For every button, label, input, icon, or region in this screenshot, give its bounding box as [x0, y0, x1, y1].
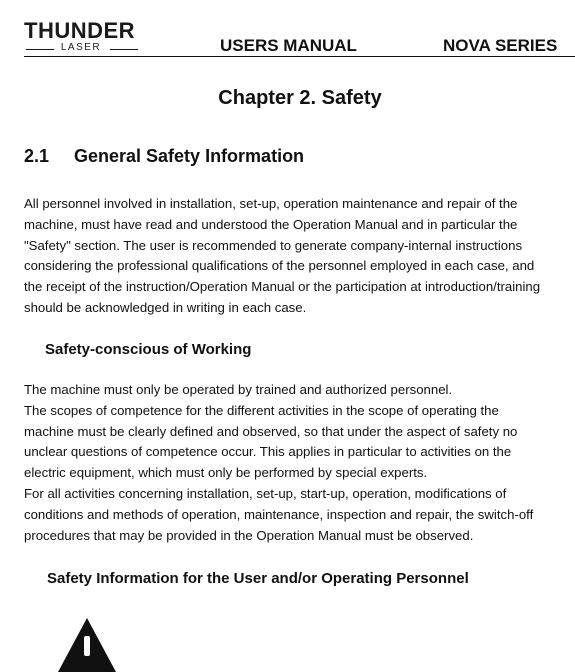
paragraph-line: unclear questions of competence occur. This applies in particular to activities on the: [24, 444, 512, 460]
paragraph-line: "Safety" section. The user is recommended to generate company-internal instructions: [24, 237, 523, 253]
thunder-laser-logo: [24, 20, 140, 54]
document-title: USERS MANUAL: [220, 36, 357, 55]
paragraph-line: All personnel involved in installation, set-up, operation maintenance and repair of the: [24, 196, 518, 211]
paragraph-line: conditions and methods of operation, maintenance, inspection and repair, the switch-off: [24, 506, 534, 522]
paragraph-line: The machine must only be operated by trained and authorized personnel.: [24, 382, 453, 397]
paragraph-line: considering the professional qualifications of the personnel employed in each case, and: [24, 258, 535, 274]
header-divider: [24, 56, 575, 57]
paragraph-line: electric equipment, which must only be performed by special experts.: [24, 465, 428, 481]
section-number: 2.1: [24, 146, 50, 166]
paragraph-line: For all activities concerning installation, set-up, start-up, operation, modifications of: [24, 485, 507, 501]
safety-conscious-paragraph: [24, 380, 564, 546]
section-heading: [24, 145, 304, 167]
logo-subtext: LASER: [60, 42, 102, 53]
section-title: General Safety Information: [74, 146, 305, 166]
page-header: [0, 0, 575, 60]
subsection-heading-safety-conscious: Safety-conscious of Working: [45, 341, 252, 358]
paragraph-line: the receipt of the instruction/Operation Manual or the participation at introduction/training: [24, 279, 541, 295]
paragraph-line: procedures that may be provided in the Operation Manual must be observed.: [24, 527, 474, 543]
paragraph-line: machine, must have read and understood the Operation Manual and in particular the: [24, 216, 518, 232]
paragraph-line: The scopes of competence for the different activities in the scope of operating the: [24, 402, 499, 418]
subsection-heading-user-safety: Safety Information for the User and/or Operating Personnel: [47, 570, 469, 587]
general-safety-paragraph: [24, 194, 564, 319]
logo-wordmark: THUNDER: [24, 18, 136, 43]
document-series: NOVA SERIES: [443, 36, 558, 55]
logo-rule-right: [110, 49, 138, 50]
paragraph-line: should be acknowledged in writing in each case.: [24, 299, 307, 315]
paragraph-line: machine must be clearly defined and observed, so that under the aspect of safety no: [24, 423, 518, 439]
chapter-title: Chapter 2. Safety: [218, 87, 382, 109]
warning-triangle-icon: [56, 616, 118, 672]
